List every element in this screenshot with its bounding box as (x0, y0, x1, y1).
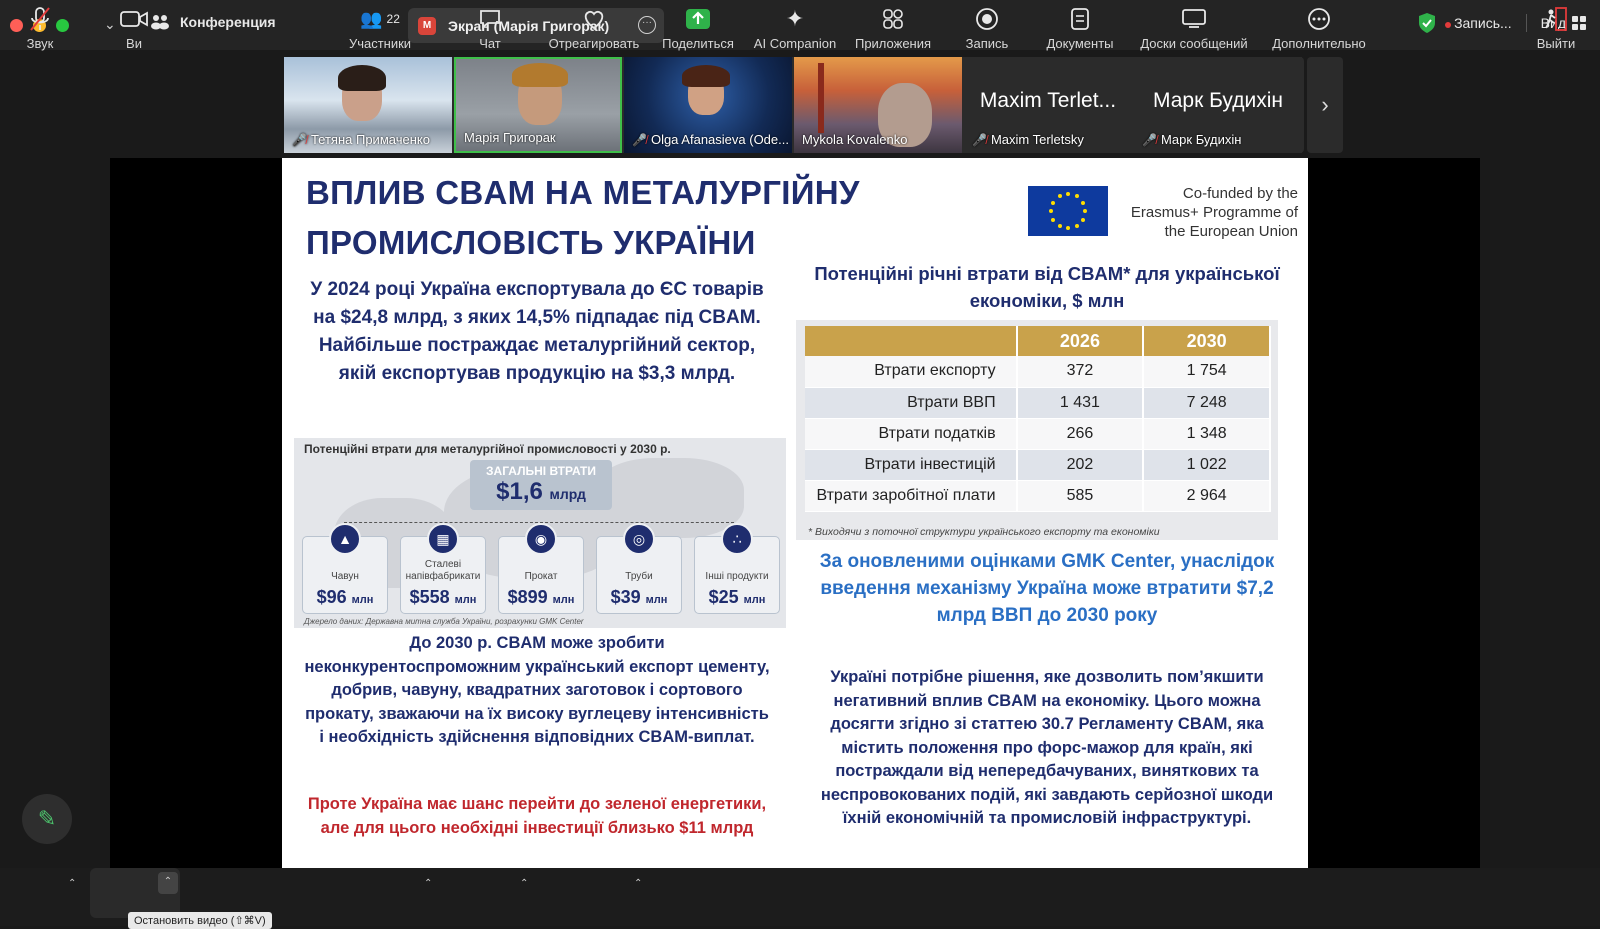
recording-label: Запись... (1454, 15, 1512, 31)
chevron-down-icon[interactable]: ⌄ (104, 16, 116, 32)
participants-count: 22 (386, 12, 400, 26)
infographic-caption: Потенційні втрати для металургійної промисловості у 2030 р. (304, 442, 671, 456)
participant-tile[interactable] (624, 57, 792, 153)
eu-star-icon (1051, 201, 1055, 205)
record-icon (962, 4, 1012, 34)
video-options-caret[interactable]: ⌃ (158, 872, 178, 894)
share-screen-button[interactable] (658, 4, 738, 51)
muted-mic-icon (18, 4, 62, 34)
pencil-icon: ✎ (37, 806, 57, 831)
ai-companion-button[interactable] (750, 4, 840, 51)
muted-mic-icon: 🎤̸ (292, 132, 307, 147)
document-icon (1040, 4, 1120, 34)
table-row: Втрати інвестицій 202 1 022 (805, 449, 1270, 480)
slide-title (306, 168, 860, 268)
video-camera-icon (112, 4, 156, 34)
chat-button[interactable] (462, 4, 518, 51)
rolled-steel-icon: ◉ (525, 523, 557, 555)
eu-star-icon (1066, 226, 1070, 230)
video-button[interactable] (112, 4, 156, 51)
green-energy-paragraph: Проте Україна має шанс перейти до зеленої енергетики, але для цього необхідні інвестиції близько $11 млрд (307, 795, 767, 837)
react-options-caret[interactable]: ⌃ (634, 878, 643, 889)
documents-label: Документы (1046, 36, 1114, 51)
share-label: Поделиться (662, 36, 734, 51)
view-label: Вид (1540, 15, 1566, 31)
table-row: Втрати ВВП 1 431 7 248 (805, 387, 1270, 418)
solution-paragraph: Україні потрібне рішення, яке дозволить пом’якшити негативний вплив CBAM на економіку. Цього можна досягти згідно зі статтею 30.7 Регламенту CBAM, яка містить положення про форс-мажор для країн, які постраждали від непередбачуваних, виняткових та неспровокованих подій, які завдають серйозної шкоди їхній економічній та промисловій інфраструктурі. (820, 668, 1274, 827)
participants-options-caret[interactable]: ⌃ (424, 878, 433, 889)
participant-tile[interactable] (964, 57, 1132, 153)
meeting-label: Конференция (180, 14, 276, 30)
participant-tile-active[interactable] (454, 57, 622, 153)
record-button[interactable] (962, 4, 1012, 51)
participant-display-name: Maxim Terlet... (979, 89, 1117, 112)
eu-star-icon (1075, 194, 1079, 198)
total-losses-box (470, 460, 612, 510)
table-row: Втрати заробітної плати 585 2 964 (805, 480, 1270, 511)
share-arrow-icon (658, 4, 738, 34)
apps-button[interactable] (850, 4, 936, 51)
eu-star-icon (1049, 209, 1053, 213)
video-label: Ви (126, 36, 142, 51)
participants-button[interactable] (336, 4, 424, 51)
more-label: Дополнительно (1272, 36, 1366, 51)
eu-star-icon (1051, 218, 1055, 222)
table-footnote: * Виходячи з поточної структури українського експорту та економіки (808, 526, 1160, 538)
metallurgy-losses-infographic (294, 438, 786, 628)
annotate-button[interactable] (22, 794, 72, 844)
total-value: $1,6 млрд (496, 478, 586, 505)
table-row: Втрати експорту 372 1 754 (805, 356, 1270, 387)
infographic-source: Джерело даних: Державна митна служба України, розрахунки GMK Center (304, 617, 584, 626)
participant-tile[interactable] (1134, 57, 1302, 153)
chat-options-caret[interactable]: ⌃ (520, 878, 529, 889)
participant-hair (682, 65, 730, 87)
heart-icon (544, 4, 644, 34)
sparkle-icon: ✦ (785, 6, 805, 31)
other-products-icon: ∴ (721, 523, 753, 555)
eu-star-icon (1058, 194, 1062, 198)
table-header (805, 326, 1017, 356)
table-header: 2026 (1017, 326, 1144, 356)
participant-name: Марк Будихін (1160, 132, 1242, 147)
participant-name: Mykola Kovalenko (802, 132, 908, 147)
slide-title-line2: ПРОМИСЛОВІСТЬ УКРАЇНИ (306, 224, 756, 261)
participant-name: Olga Afanasieva (Ode... (650, 132, 789, 147)
participants-icon: 👥 (360, 8, 383, 29)
more-options-icon[interactable]: ··· (638, 16, 656, 34)
security-shield-icon[interactable] (1417, 12, 1437, 34)
presentation-slide (282, 158, 1308, 868)
pipes-icon: ◎ (623, 523, 655, 555)
leave-label: Выйти (1536, 36, 1576, 51)
muted-mic-icon: 🎤̸ (632, 132, 647, 147)
intro-paragraph: У 2024 році Україна експортувала до ЄС товарів на $24,8 млрд, з яких 14,5% підпадає під CBAM. Найбільше постраждає металургійний сектор, якій експортував продукцію на $3,3 млрд. (310, 279, 764, 384)
share-label: Экран (Марія Григорак) (448, 17, 610, 34)
audio-label: Звук (26, 36, 54, 51)
participant-name: Марія Григорак (464, 130, 556, 145)
losses-table-box (796, 320, 1278, 540)
muted-mic-icon: 🎤̸ (1142, 132, 1157, 147)
participant-name: Тетяна Примаченко (310, 132, 430, 147)
gmk-estimate-paragraph: За оновленими оцінками GMK Center, унаслідок введення механізму Україна може втратити $7,2 млрд ВВП до 2030 року (819, 551, 1275, 626)
table-title: Потенційні річні втрати від CBAM* для української економіки, $ млн (814, 263, 1280, 311)
record-label: Запись (965, 36, 1009, 51)
eu-star-icon (1066, 192, 1070, 196)
table-header: 2030 (1143, 326, 1270, 356)
eu-star-icon (1081, 218, 1085, 222)
table-row: Втрати податків 266 1 348 (805, 418, 1270, 449)
category-card: ▦ Сталеві напівфабрикати $558 млн (400, 536, 486, 614)
audio-options-caret[interactable]: ⌃ (68, 878, 77, 889)
eu-star-icon (1075, 224, 1079, 228)
participant-tile[interactable] (794, 57, 962, 153)
table-header-row (805, 326, 1270, 356)
record-dot-icon (1445, 22, 1451, 28)
eu-flag-logo (1028, 186, 1108, 236)
participant-display-name: Марк Будихін (1153, 89, 1283, 112)
recording-indicator[interactable] (1445, 15, 1512, 31)
whiteboards-label: Доски сообщений (1140, 36, 1248, 51)
apps-icon (850, 4, 936, 34)
apps-label: Приложения (854, 36, 932, 51)
chat-icon (462, 4, 518, 34)
participant-strip (284, 57, 1304, 153)
bridge-tower (818, 63, 824, 133)
video-tooltip: Остановить видео (⇧⌘V) (128, 912, 272, 929)
muted-mic-icon: 🎤̸ (972, 132, 987, 147)
shared-screen (110, 158, 1480, 868)
chat-label: Чат (479, 36, 501, 51)
more-button[interactable] (1270, 4, 1368, 51)
chevron-right-icon: › (1321, 92, 1329, 117)
participants-label: Участники (348, 36, 412, 51)
eu-funding-text: Co-funded by the Erasmus+ Programme of the European Union (1130, 185, 1298, 240)
leave-button[interactable] (1534, 4, 1578, 51)
participant-hair (512, 63, 568, 87)
pig-iron-icon: ▲ (329, 523, 361, 555)
divider (1526, 14, 1527, 32)
sharer-avatar: M (418, 17, 436, 35)
eu-star-icon (1081, 201, 1085, 205)
total-label: ЗАГАЛЬНІ ВТРАТИ (486, 464, 596, 478)
eu-star-icon (1058, 224, 1062, 228)
participant-hair (338, 65, 386, 91)
whiteboards-button[interactable] (1136, 4, 1252, 51)
next-participants-button[interactable] (1307, 57, 1343, 153)
exit-door-icon (1534, 4, 1578, 34)
category-card: ▲ Чавун $96 млн (302, 536, 388, 614)
react-label: Отреагировать (548, 36, 640, 51)
category-card: ∴ Інші продукти $25 млн (694, 536, 780, 614)
cbam-impact-paragraph: До 2030 р. CBAM може зробити неконкурентоспроможним український експорт цементу, добрив, чавуну, квадратних заготовок і сортового прокату, зважаючи на їх високу вуглецеву інтенсивність і необхідність здійснення відповідних CBAM-виплат. (304, 634, 770, 746)
losses-table (805, 326, 1271, 512)
whiteboard-icon (1136, 4, 1252, 34)
audio-button[interactable] (18, 4, 62, 51)
steel-billets-icon: ▦ (427, 523, 459, 555)
more-icon (1270, 4, 1368, 34)
documents-button[interactable] (1040, 4, 1120, 51)
participant-name: Maxim Terletsky (990, 132, 1084, 147)
category-card: ◉ Прокат $899 млн (498, 536, 584, 614)
ai-label: AI Companion (753, 36, 837, 51)
react-button[interactable] (544, 4, 644, 51)
meeting-info[interactable] (150, 14, 276, 30)
slide-title-line1: ВПЛИВ CBAM НА МЕТАЛУРГІЙНУ (306, 174, 860, 211)
category-card: ◎ Труби $39 млн (596, 536, 682, 614)
participant-tile[interactable] (284, 57, 452, 153)
eu-star-icon (1083, 209, 1087, 213)
